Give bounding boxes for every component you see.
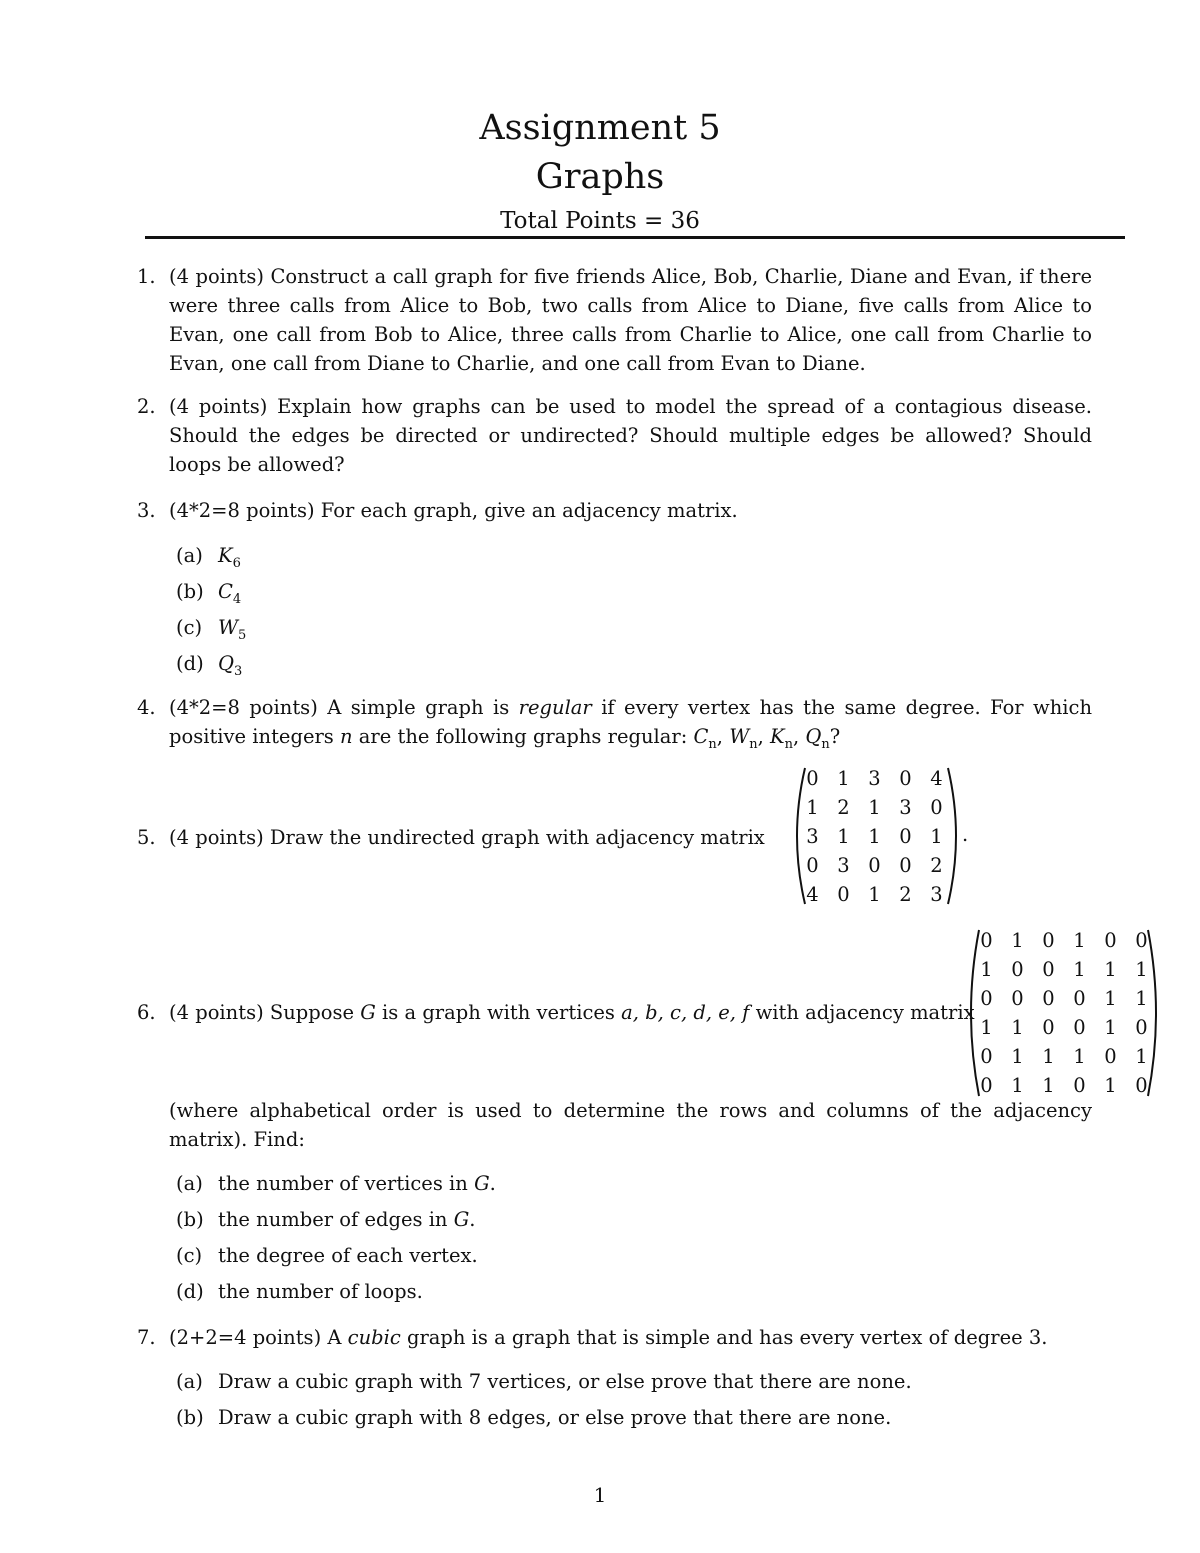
question-1 <box>137 262 1092 378</box>
question-6-part-c: (c) the degree of each vertex. <box>176 1242 478 1270</box>
question-7-part-a: (a) Draw a cubic graph with 7 vertices, or else prove that there are none. <box>176 1368 912 1396</box>
matrix-cell: 1 <box>980 1016 993 1039</box>
matrix-cell: 1 <box>868 825 881 848</box>
matrix-cell: 1 <box>1135 987 1148 1010</box>
matrix-cell: 0 <box>899 825 912 848</box>
part-label: (d) <box>176 652 204 675</box>
question-4 <box>137 693 1092 759</box>
matrix-cell: 0 <box>1135 1074 1148 1097</box>
question-7-part-b: (b) Draw a cubic graph with 8 edges, or else prove that there are none. <box>176 1404 891 1432</box>
matrix-cell: 2 <box>837 796 850 819</box>
matrix-cell: 0 <box>1042 958 1055 981</box>
matrix-cell: 0 <box>1073 1074 1086 1097</box>
question-number: 1. <box>137 265 156 288</box>
matrix-cell: 0 <box>1073 1016 1086 1039</box>
question-7 <box>137 1323 1092 1352</box>
emphasis-regular: regular <box>518 696 592 719</box>
matrix-cell: 3 <box>837 854 850 877</box>
matrix-cell: 0 <box>1042 929 1055 952</box>
matrix-cell: 0 <box>1073 987 1086 1010</box>
emphasis-cubic: cubic <box>347 1326 401 1349</box>
part-label: (a) <box>176 544 203 567</box>
question-number: 5. <box>137 826 156 849</box>
part-label: (b) <box>176 1406 204 1429</box>
part-label: (b) <box>176 580 204 603</box>
matrix-cell: 1 <box>1042 1074 1055 1097</box>
matrix-cell: 0 <box>1104 929 1117 952</box>
document-title: Assignment 5 <box>479 108 721 148</box>
part-label: (c) <box>176 1244 203 1267</box>
part-label: (a) <box>176 1172 203 1195</box>
question-text: (4 points) Construct a call graph for five friends Alice, Bob, Charlie, Diane and Evan, if there were three calls from Alice to Bob, two calls from Alice to Diane, five calls from Alice to Evan, one call from Bob to Alice, three calls from Charlie to Alice, one call from Charlie to Evan, one call from Diane to Charlie, and one call from Evan to Diane. <box>169 265 1092 375</box>
matrix-cell: 0 <box>899 767 912 790</box>
matrix-cell: 1 <box>868 796 881 819</box>
matrix-cell: 1 <box>1104 1016 1117 1039</box>
matrix-cell: 0 <box>1011 987 1024 1010</box>
matrix-cell: 0 <box>1011 958 1024 981</box>
matrix-cell: 0 <box>1104 1045 1117 1068</box>
matrix-cell: 4 <box>930 767 943 790</box>
question-3 <box>137 496 1092 525</box>
part-label: (a) <box>176 1370 203 1393</box>
matrix-cell: 1 <box>837 767 850 790</box>
document-subtitle: Graphs <box>535 157 665 197</box>
matrix-cell: 0 <box>1042 987 1055 1010</box>
question-text: (4 points) Draw the undirected graph with adjacency matrix <box>169 826 765 849</box>
matrix-5-period: . <box>962 823 969 846</box>
matrix-cell: 0 <box>806 767 819 790</box>
question-5 <box>137 823 765 852</box>
matrix-cell: 1 <box>980 958 993 981</box>
matrix-cell: 0 <box>806 854 819 877</box>
question-text: (4*2=8 points) For each graph, give an adjacency matrix. <box>169 499 738 522</box>
question-6-continuation <box>137 1096 1092 1154</box>
question-3-part-a <box>176 542 241 578</box>
matrix-cell: 4 <box>806 883 819 906</box>
matrix-cell: 1 <box>1011 1074 1024 1097</box>
matrix-cell: 0 <box>1135 929 1148 952</box>
part-label: (b) <box>176 1208 204 1231</box>
matrix-cell: 1 <box>1011 929 1024 952</box>
question-text: (4*2=8 points) A simple graph is regular if every vertex has the same degree. For which positive integers n are the following graphs regular: $C_n$, $W_n$, $K_n$, $Q_n$? <box>169 696 1093 752</box>
matrix-cell: 1 <box>1104 1074 1117 1097</box>
matrix-cell: 0 <box>980 1074 993 1097</box>
matrix-cell: 0 <box>980 929 993 952</box>
graph-symbol: $Q_3$ <box>218 652 243 679</box>
matrix-cell: 1 <box>1135 958 1148 981</box>
question-3-part-c <box>176 614 246 650</box>
part-label: (d) <box>176 1280 204 1303</box>
matrix-cell: 3 <box>899 796 912 819</box>
matrix-cell: 1 <box>1073 1045 1086 1068</box>
matrix-cell: 2 <box>899 883 912 906</box>
matrix-cell: 0 <box>837 883 850 906</box>
question-6-part-d: (d) the number of loops. <box>176 1278 423 1306</box>
matrix-cell: 1 <box>837 825 850 848</box>
question-text: (where alphabetical order is used to determine the rows and columns of the adjacency matrix). Find: <box>169 1099 1092 1151</box>
matrix-cell: 3 <box>868 767 881 790</box>
matrix-cell: 1 <box>1042 1045 1055 1068</box>
question-number: 4. <box>137 696 156 719</box>
matrix-cell: 1 <box>1104 987 1117 1010</box>
matrix-cell: 1 <box>868 883 881 906</box>
matrix-cell: 1 <box>806 796 819 819</box>
question-3-part-d <box>176 650 242 686</box>
graph-symbol: $C_4$ <box>218 580 242 607</box>
matrix-cell: 0 <box>980 987 993 1010</box>
matrix-cell: 0 <box>1042 1016 1055 1039</box>
matrix-cell: 0 <box>930 796 943 819</box>
question-3-part-b <box>176 578 241 614</box>
question-6-part-a: (a) the number of vertices in G. <box>176 1170 496 1198</box>
question-number: 3. <box>137 499 156 522</box>
graph-symbol: $W_5$ <box>218 616 247 643</box>
question-text: (4 points) Explain how graphs can be used to model the spread of a contagious disease. Should the edges be directed or undirected? Should multiple edges be allowed? Should loops be allowed? <box>169 395 1092 476</box>
matrix-cell: 1 <box>1011 1016 1024 1039</box>
total-points: Total Points = 36 <box>500 208 700 234</box>
matrix-cell: 1 <box>1011 1045 1024 1068</box>
matrix-cell: 3 <box>930 883 943 906</box>
question-text: (4 points) Suppose G is a graph with vertices a, b, c, d, e, f with adjacency matrix <box>169 1001 975 1024</box>
question-2 <box>137 392 1092 479</box>
graph-symbol: $K_6$ <box>218 544 241 571</box>
adjacency-matrix-6 <box>971 926 1157 1100</box>
header-rule <box>145 236 1125 239</box>
page-number: 1 <box>593 1483 607 1507</box>
matrix-cell: 1 <box>1104 958 1117 981</box>
question-text: (2+2=4 points) A cubic graph is a graph that is simple and has every vertex of degree 3. <box>169 1326 1048 1349</box>
adjacency-matrix-5 <box>797 764 952 909</box>
matrix-cell: 1 <box>930 825 943 848</box>
matrix-cell: 1 <box>1073 958 1086 981</box>
matrix-cell: 0 <box>1135 1016 1148 1039</box>
matrix-cell: 1 <box>1135 1045 1148 1068</box>
matrix-cell: 1 <box>1073 929 1086 952</box>
question-number: 2. <box>137 395 156 418</box>
matrix-cell: 0 <box>980 1045 993 1068</box>
document-header <box>0 104 1200 239</box>
matrix-cell: 0 <box>899 854 912 877</box>
matrix-cell: 3 <box>806 825 819 848</box>
question-number: 7. <box>137 1326 156 1349</box>
question-6-part-b: (b) the number of edges in G. <box>176 1206 475 1234</box>
matrix-cell: 0 <box>868 854 881 877</box>
matrix-cell: 2 <box>930 854 943 877</box>
question-number: 6. <box>137 1001 156 1024</box>
part-label: (c) <box>176 616 203 639</box>
question-6 <box>137 998 975 1027</box>
